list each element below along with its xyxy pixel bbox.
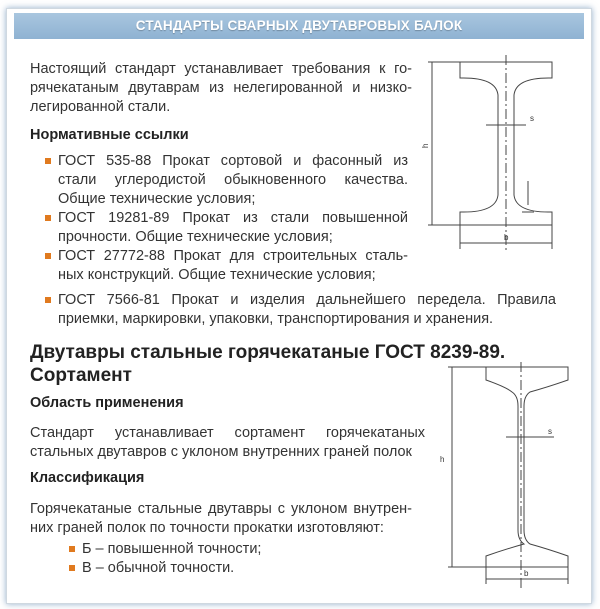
list-item [58,291,556,329]
label-h: h [440,455,445,464]
ref-line: ГОСТ 535-88 Прокат сортовой и фасонный из [58,153,408,169]
intro-line: рячекатаным двутаврам из нелегированной и низко- [30,80,412,96]
ref-line: прочности. Общие технические условия; [58,229,333,245]
list-item [58,152,408,209]
class-item: В – обычной точности. [82,560,235,576]
list-item [82,540,382,559]
bullet-icon [45,253,51,259]
ref-line: Общие технические условия; [58,191,256,207]
refs-list [58,152,408,285]
label-s: s [530,114,534,123]
scope-line: стальных двутавров с уклоном внутренних граней полок [30,444,412,460]
list-item [82,559,382,578]
scope-line: Стандарт устанавливает сортамент горячекатаных [30,425,425,441]
section-title-line: Сортамент [30,365,132,386]
class-paragraph [30,500,412,538]
refs-heading: Нормативные ссылки [30,127,189,143]
ref-line: ГОСТ 7566-81 Прокат и изделия дальнейшего передела. Правила [58,292,556,308]
ibeam-outline [486,367,568,567]
class-item: Б – повышенной точности; [82,541,262,557]
intro-line: Настоящий стандарт устанавливает требования к го- [30,61,412,77]
section-title-line: Двутавры стальные горячекатаные ГОСТ 8239-89. [30,342,506,363]
label-b: b [504,233,509,242]
list-item [58,247,408,285]
ref-line: ГОСТ 19281-89 Прокат из стали повышенной [58,210,408,226]
intro-paragraph [30,60,412,117]
scope-paragraph [30,424,425,462]
ref-line: ГОСТ 27772-88 Прокат для строительных сталь- [58,248,408,264]
intro-line: легированной стали. [30,99,171,115]
class-list [82,540,382,578]
class-line: Горячекатаные стальные двутавры с уклоном внутрен- [30,501,412,517]
class-heading: Классификация [30,470,145,486]
ref-line: приемки, маркировки, упаковки, транспортирования и хранения. [58,311,494,327]
bullet-icon [45,297,51,303]
bullet-icon [45,215,51,221]
list-item [58,209,408,247]
class-line: них граней полок по точности прокатки изготовляют: [30,520,384,536]
label-h: h [421,143,430,148]
ref-line: ных конструкций. Общие технические условия; [58,267,376,283]
bullet-icon [69,546,75,552]
label-b: b [524,569,529,578]
banner-title: СТАНДАРТЫ СВАРНЫХ ДВУТАВРОВЫХ БАЛОК [14,13,584,39]
ref-line: стали углеродистой обыкновенного качества. [58,172,408,188]
label-s: s [548,427,552,436]
bullet-icon [69,565,75,571]
bullet-icon [45,158,51,164]
refs-list-wide [58,291,556,329]
ibeam-diagram-welded [420,55,570,255]
ibeam-diagram-hotrolled [430,362,590,592]
scope-heading: Область применения [30,395,184,411]
